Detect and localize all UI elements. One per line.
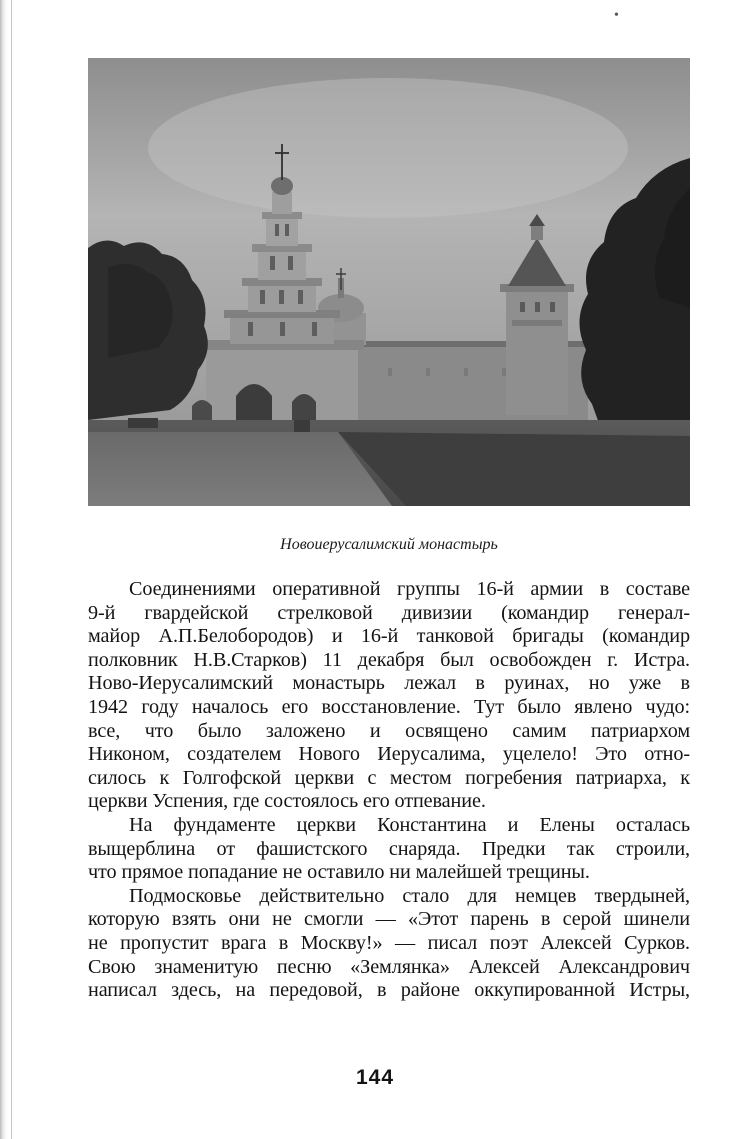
text-line: не пропустит врага в Москву!» — писал поэт Алексей Сурков. bbox=[88, 931, 690, 954]
page-binding-line bbox=[11, 0, 12, 1139]
text-line: 9-й гвардейской стрелковой дивизии (командир генерал- bbox=[88, 601, 690, 624]
text-line: На фундаменте церкви Константина и Елены осталась bbox=[129, 813, 690, 836]
text-line: которую взять они не смогли — «Этот парень в серой шинели bbox=[88, 908, 690, 931]
monastery-photo bbox=[88, 58, 690, 506]
text-line: силось к Голгофской церкви с местом погребения патриарха, к bbox=[88, 766, 690, 789]
monastery-photo-drawing bbox=[88, 58, 690, 506]
body-text bbox=[88, 578, 690, 1003]
text-line: 1942 году началось его восстановление. Тут было явлено чудо: bbox=[88, 695, 690, 718]
text-line: Свою знаменитую песню «Землянка» Алексей Александрович bbox=[88, 955, 690, 978]
text-line: все, что было заложено и освящено самим патриархом bbox=[88, 719, 690, 742]
page-number: 144 bbox=[355, 1066, 395, 1089]
text-line: Подмосковье действительно стало для немцев твердыней, bbox=[129, 884, 690, 907]
text-line: майор А.П.Белобородов) и 16-й танковой бригады (командир bbox=[88, 625, 690, 648]
text-line: церкви Успения, где состоялось его отпевание. bbox=[88, 790, 486, 813]
text-line: полковник Н.В.Старков) 11 декабря был освобожден г. Истра. bbox=[88, 648, 690, 671]
figure-caption: Новоиерусалимский монастырь bbox=[280, 536, 498, 553]
text-line: Ново-Иерусалимский монастырь лежал в руинах, но уже в bbox=[88, 672, 690, 695]
text-line: что прямое попадание не оставило ни малейшей трещины. bbox=[88, 861, 590, 884]
text-line: выщерблина от фашистского снаряда. Предки так строили, bbox=[88, 837, 690, 860]
text-line: Соединениями оперативной группы 16-й армии в составе bbox=[129, 578, 690, 600]
scan-speck: • bbox=[614, 8, 619, 23]
text-line: написал здесь, на передовой, в районе оккупированной Истры, bbox=[88, 979, 690, 1002]
text-line: Никоном, создателем Нового Иерусалима, уцелело! Это отно- bbox=[88, 743, 690, 766]
